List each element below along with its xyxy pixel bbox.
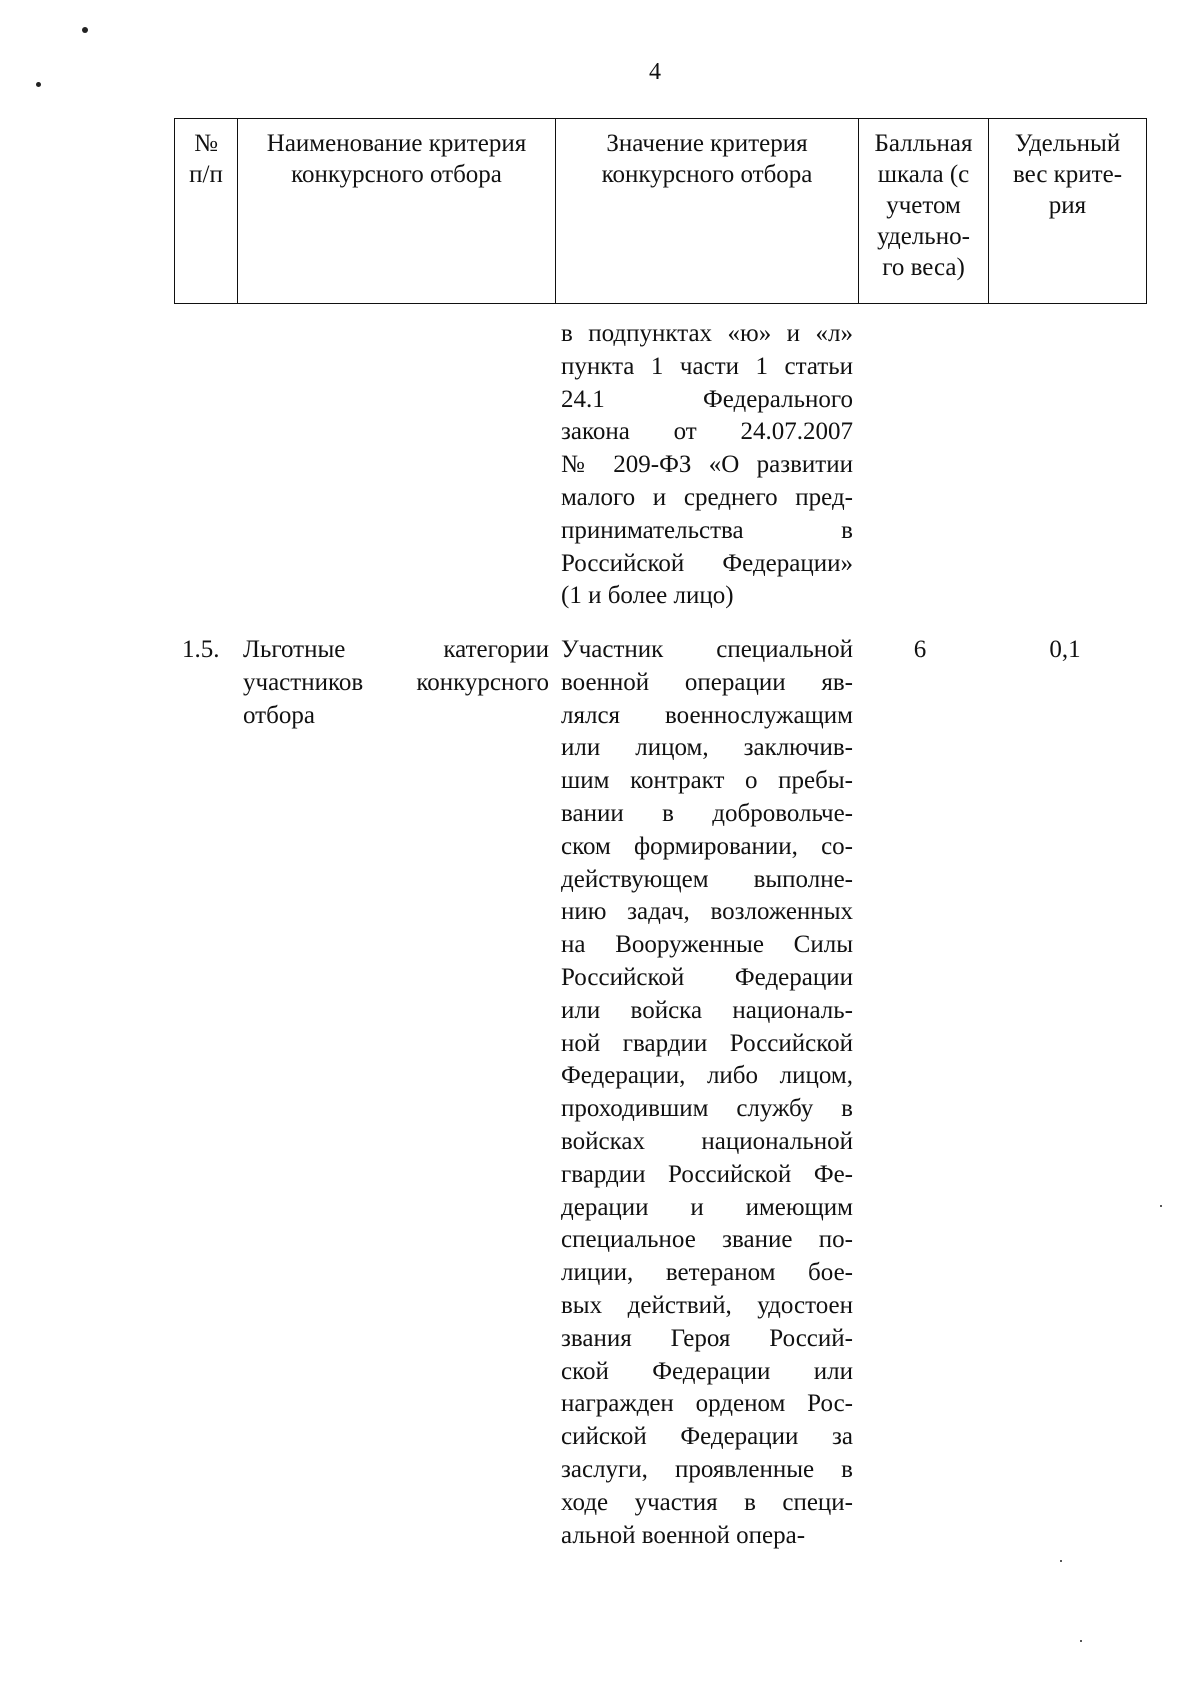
row-1-5-name: Льготные категории участников конкурсного отбора <box>243 636 549 729</box>
row-1-5-weight: 0,1 <box>1049 636 1081 663</box>
scan-speck <box>1160 1205 1162 1207</box>
scan-speck <box>82 27 88 33</box>
header-score-scale: Балльная шкала (с учетом удельно- го веса) <box>859 119 989 304</box>
table-header <box>174 118 1147 304</box>
scan-speck <box>1080 1640 1082 1642</box>
row-1-5-number: 1.5. <box>182 636 220 663</box>
page-number: 4 <box>649 59 661 85</box>
header-criterion-name: Наименование критерия конкурсного отбора <box>238 119 556 304</box>
continuation-value: в подпунктах «ю» и «л» пункта 1 части 1 статьи 24.1 Федерального закона от 24.07.2007 № 209-ФЗ «О развитии малого и среднего пред- принимательства в Российской Федерации» (1 и более лицо) <box>561 320 853 610</box>
header-criterion-value: Значение критерия конкурсного отбора <box>556 119 859 304</box>
scan-speck <box>1060 1560 1062 1562</box>
header-number: № п/п <box>175 119 238 304</box>
header-weight: Удельный вес крите- рия <box>989 119 1147 304</box>
scan-speck <box>36 82 41 87</box>
row-1-5-score: 6 <box>913 636 927 663</box>
row-1-5-value: Участник специальной военной операции яв- лялся военнослужащим или лицом, заключив- шим контракт о пребы- вании в добровольче- ском формировании, со- действующем выполне- нию задач, возложенных на Вооруженные Силы Российской Федерации или войска националь- ной гвардии Российской Федерации, либо лицом, проходившим службу в войсках национальной гвардии Российской Фе- дерации и имеющим специальное звание по- лиции, ветераном бое- вых действий, удостоен звания Героя Россий- ской Федерации или награжден орденом Рос- сийской Федерации за заслуги, проявленные в ходе участия в специ- альной военной опера- <box>561 636 853 1549</box>
